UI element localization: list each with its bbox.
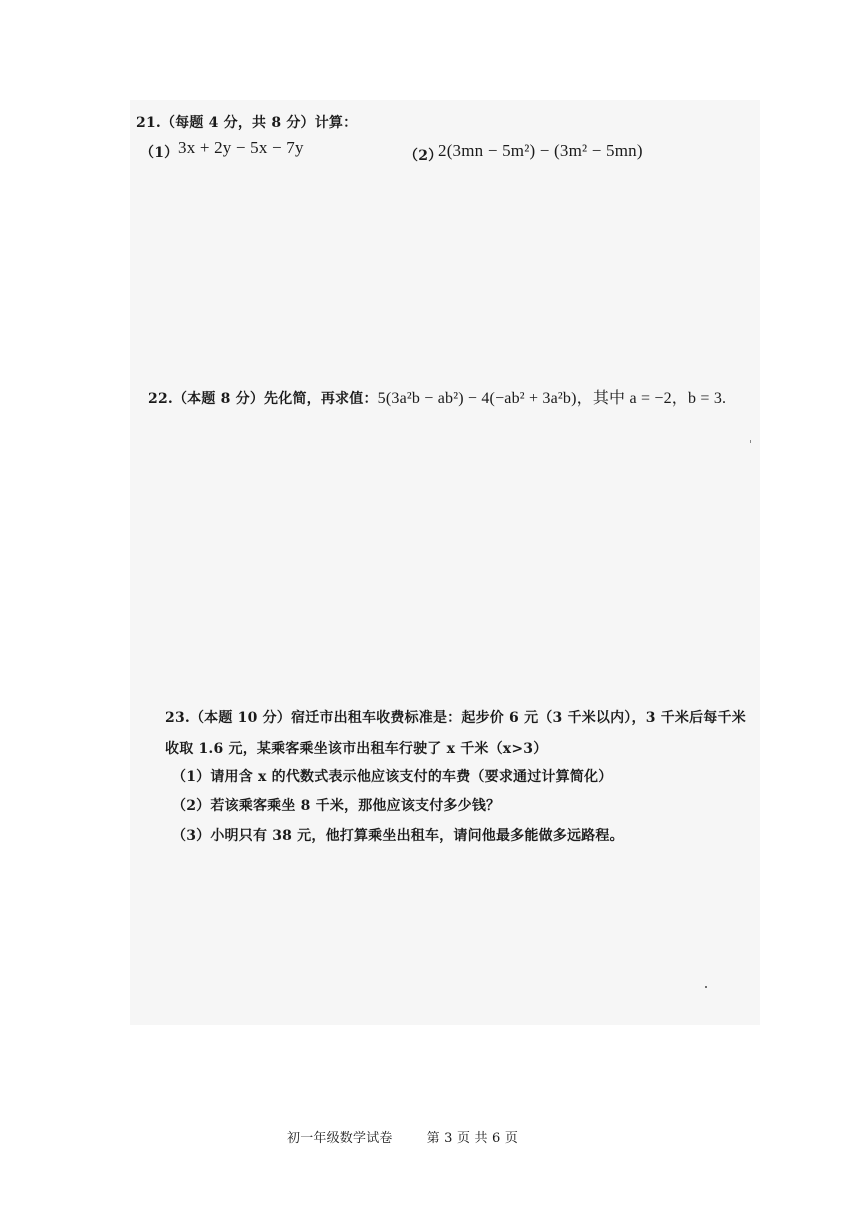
q23-subquestion-2: （2）若该乘客乘坐 8 千米，那他应该支付多少钱？ (172, 798, 501, 814)
page-footer (287, 1127, 518, 1146)
scanned-page-area (130, 100, 760, 1025)
q21-part1-label: （1） (140, 145, 179, 161)
q22-suffix: ，其中 a = −2，b = 3. (576, 390, 727, 407)
scan-speck (705, 986, 707, 988)
q22-prefix: 22.（本题 8 分）先化简，再求值： (148, 391, 378, 407)
q23-line-1: 23.（本题 10 分）宿迁市出租车收费标准是：起步价 6 元（3 千米以内），3 千米后每千米 (165, 710, 746, 726)
q22-question (148, 385, 726, 408)
q23-line-2: 收取 1.6 元，某乘客乘坐该市出租车行驶了 x 千米（x>3） (165, 741, 548, 757)
q21-part2-expression: 2(3mn − 5m²) − (3m² − 5mn) (438, 141, 643, 160)
scan-speck-2 (750, 440, 751, 443)
q22-expression: 5(3a²b − ab²) − 4(−ab² + 3a²b) (377, 390, 577, 407)
q21-part2-label: （2） (404, 148, 443, 164)
q21-part1-expression: 3x + 2y − 5x − 7y (178, 138, 304, 157)
q23-subquestion-3: （3）小明只有 38 元，他打算乘坐出租车，请问他最多能做多远路程。 (172, 828, 624, 844)
q23-subquestion-1: （1）请用含 x 的代数式表示他应该支付的车费（要求通过计算简化） (172, 769, 613, 785)
footer-page-number: 第 3 页 共 6 页 (426, 1131, 519, 1146)
q21-heading: 21.（每题 4 分，共 8 分）计算： (136, 115, 358, 131)
footer-title: 初一年级数学试卷 (287, 1131, 393, 1146)
